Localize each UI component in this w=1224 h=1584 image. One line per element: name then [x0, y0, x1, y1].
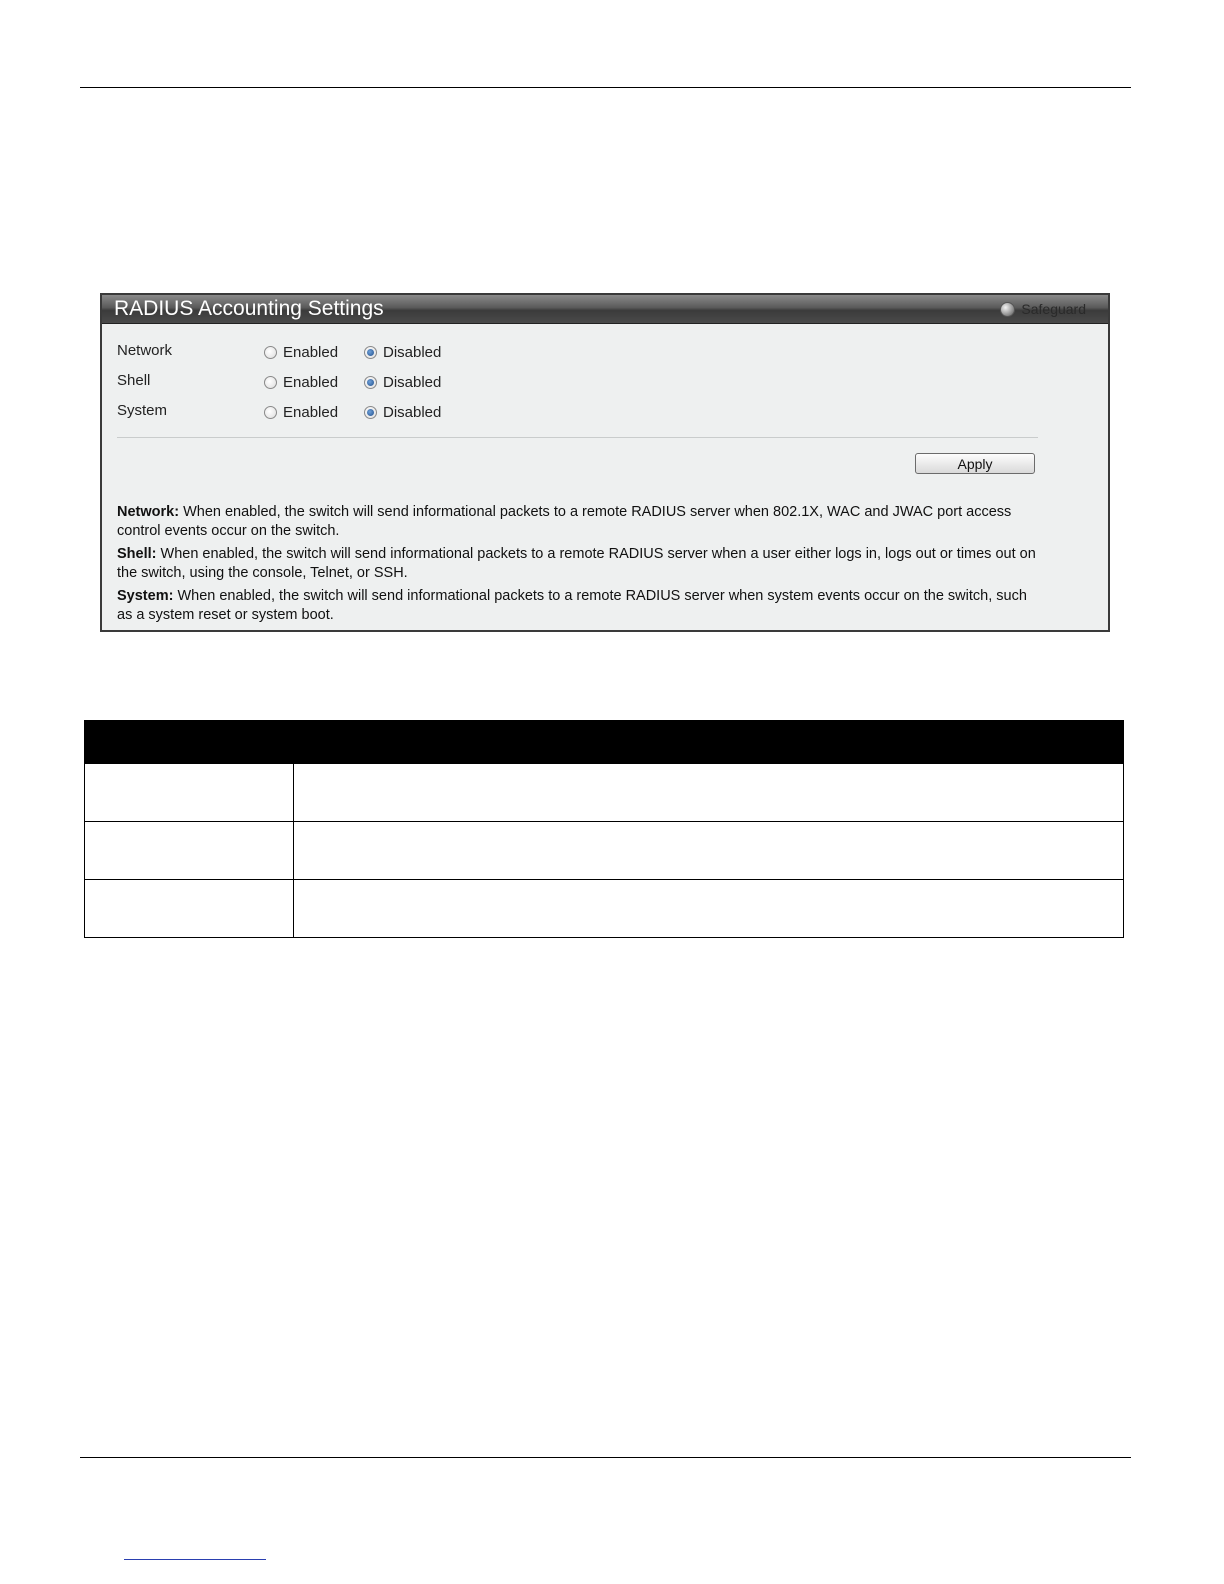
- setting-label-system: System: [117, 402, 168, 419]
- table-cell: [294, 822, 1124, 880]
- panel-header: [102, 295, 1108, 324]
- shell-disabled-radio[interactable]: [364, 376, 377, 389]
- system-enabled-option[interactable]: [264, 404, 338, 421]
- network-enabled-label: Enabled: [283, 344, 339, 361]
- settings-divider: [117, 437, 1038, 438]
- note-network-text: When enabled, the switch will send informational packets to a remote RADIUS server when 802.1X, WAC and JWAC port access control events occur on the switch.: [117, 504, 1012, 539]
- table-row: [85, 880, 1124, 938]
- system-enabled-label: Enabled: [283, 404, 339, 421]
- header-rule: [80, 87, 1131, 88]
- table-row: [85, 764, 1124, 822]
- note-shell: [117, 545, 1042, 583]
- table-row: [85, 822, 1124, 880]
- note-network-term: Network:: [117, 504, 180, 520]
- apply-button[interactable]: Apply: [915, 453, 1035, 474]
- footer-rule: [80, 1457, 1131, 1458]
- shell-enabled-label: Enabled: [283, 374, 339, 391]
- network-disabled-radio[interactable]: [364, 346, 377, 359]
- network-disabled-option[interactable]: [364, 344, 441, 361]
- shell-enabled-option[interactable]: [264, 374, 338, 391]
- parameter-description-table: [84, 720, 1124, 938]
- safeguard-indicator: [1000, 301, 1086, 317]
- setting-label-network: Network: [117, 342, 173, 359]
- note-system-term: System:: [117, 588, 174, 604]
- safeguard-icon: [1000, 302, 1015, 317]
- footer-link-underline[interactable]: [124, 1559, 266, 1560]
- system-disabled-option[interactable]: [364, 404, 441, 421]
- table-cell: [294, 880, 1124, 938]
- note-system-text: When enabled, the switch will send informational packets to a remote RADIUS server when system events occur on the switch, such as a system reset or system boot.: [117, 588, 1027, 623]
- panel-title: RADIUS Accounting Settings: [114, 297, 384, 320]
- system-disabled-label: Disabled: [383, 404, 442, 421]
- table-header-cell: [294, 721, 1124, 764]
- table-cell: [85, 764, 294, 822]
- note-shell-term: Shell:: [117, 546, 157, 562]
- shell-disabled-option[interactable]: [364, 374, 441, 391]
- table-cell: [85, 880, 294, 938]
- note-system: [117, 587, 1042, 625]
- network-enabled-radio[interactable]: [264, 346, 277, 359]
- network-disabled-label: Disabled: [383, 344, 442, 361]
- system-enabled-radio[interactable]: [264, 406, 277, 419]
- shell-enabled-radio[interactable]: [264, 376, 277, 389]
- shell-disabled-label: Disabled: [383, 374, 442, 391]
- table-header-cell: [85, 721, 294, 764]
- radius-accounting-panel: [100, 293, 1110, 632]
- note-network: [117, 503, 1042, 541]
- note-shell-text: When enabled, the switch will send informational packets to a remote RADIUS server when a user either logs in, logs out or times out on the switch, using the console, Telnet, or SSH.: [117, 546, 1036, 581]
- safeguard-label: Safeguard: [1021, 301, 1086, 317]
- network-enabled-option[interactable]: [264, 344, 338, 361]
- table-header-row: [85, 721, 1124, 764]
- setting-label-shell: Shell: [117, 372, 151, 389]
- table-cell: [85, 822, 294, 880]
- system-disabled-radio[interactable]: [364, 406, 377, 419]
- table-cell: [294, 764, 1124, 822]
